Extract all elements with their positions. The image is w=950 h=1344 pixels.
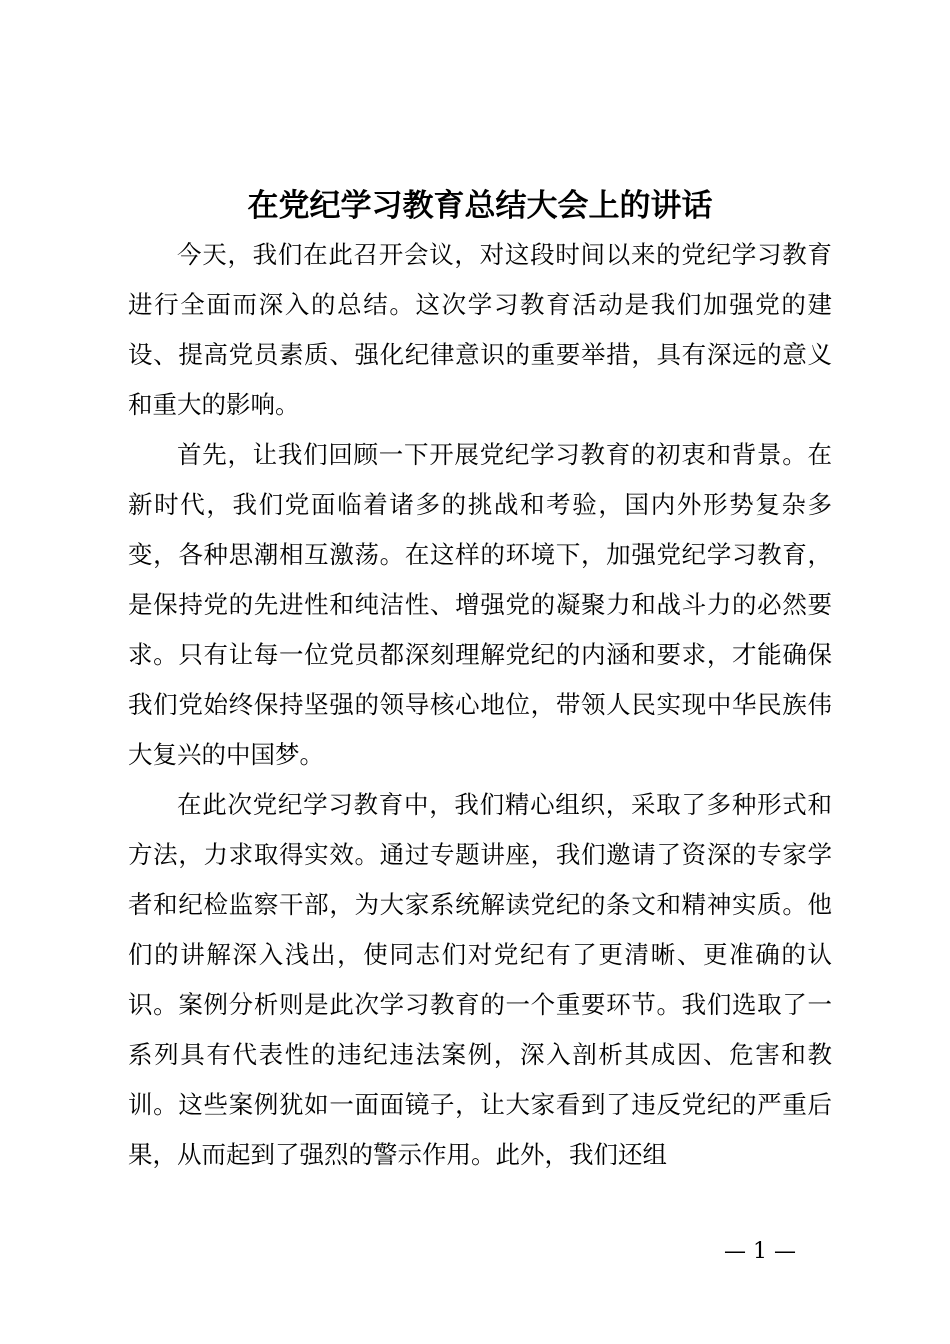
page-number: — 1 — xyxy=(724,1239,796,1264)
document-title: 在党纪学习教育总结大会上的讲话 xyxy=(247,188,713,224)
document-body xyxy=(128,230,832,1180)
paragraph-2: 首先，让我们回顾一下开展党纪学习教育的初衷和背景。在新时代，我们党面临着诸多的挑战和考验，国内外形势复杂多变，各种思潮相互激荡。在这样的环境下，加强党纪学习教育，是保持党的先进性和纯洁性、增强党的凝聚力和战斗力的必然要求。只有让每一位党员都深刻理解党纪的内涵和要求，才能确保我们党始终保持坚强的领导核心地位，带领人民实现中华民族伟大复兴的中国梦。 xyxy=(128,440,832,769)
paragraph-1: 今天，我们在此召开会议，对这段时间以来的党纪学习教育进行全面而深入的总结。这次学习教育活动是我们加强党的建设、提高党员素质、强化纪律意识的重要举措，具有深远的意义和重大的影响。 xyxy=(128,240,832,419)
paragraph-3: 在此次党纪学习教育中，我们精心组织，采取了多种形式和方法，力求取得实效。通过专题讲座，我们邀请了资深的专家学者和纪检监察干部，为大家系统解读党纪的条文和精神实质。他们的讲解深入浅出，使同志们对党纪有了更清晰、更准确的认识。案例分析则是此次学习教育的一个重要环节。我们选取了一系列具有代表性的违纪违法案例，深入剖析其成因、危害和教训。这些案例犹如一面面镜子，让大家看到了违反党纪的严重后果，从而起到了强烈的警示作用。此外，我们还组 xyxy=(128,790,832,1169)
